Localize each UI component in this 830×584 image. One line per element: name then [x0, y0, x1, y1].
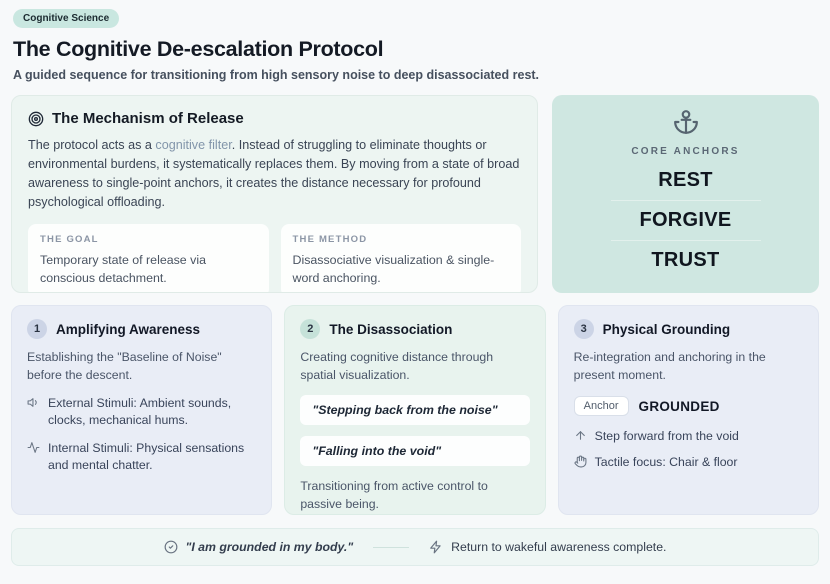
core-anchors-panel: [552, 95, 819, 293]
goal-box-text: Temporary state of release via conscious detachment.: [40, 253, 206, 285]
anchor-word-forgive: FORGIVE: [611, 200, 761, 240]
anchor-chip: Anchor: [574, 396, 629, 416]
quote-box-stepping-back: "Stepping back from the noise": [300, 395, 529, 425]
anchor-word-trust: TRUST: [611, 240, 761, 280]
step-2-title: The Disassociation: [329, 321, 453, 337]
anchor-icon: [673, 109, 699, 135]
hand-icon: [574, 455, 587, 468]
step-2-number-badge: 2: [300, 319, 320, 339]
grounded-label: GROUNDED: [638, 398, 720, 414]
anchor-word-rest: REST: [658, 168, 713, 191]
category-badge: Cognitive Science: [13, 9, 119, 28]
step-3-title: Physical Grounding: [602, 321, 731, 337]
activity-icon: [27, 441, 40, 454]
top-row: [11, 95, 819, 293]
paragraph-text-after: . Instead of struggling to eliminate thoughts or environmental burdens, it systematically replaces them. By moving from a state of broad awareness to single-point anchors, it creates the distance necessary for profound psychological offloading.: [28, 138, 520, 209]
method-box-label: THE METHOD: [292, 234, 368, 245]
tactile-focus-text: Tactile focus: Chair & floor: [594, 455, 738, 469]
step-2-description: Creating cognitive distance through spatial visualization.: [300, 350, 494, 382]
method-box-text: Disassociative visualization & single-word anchoring.: [292, 253, 495, 285]
footer-divider: [373, 547, 409, 548]
step-3-description: Re-integration and anchoring in the present moment.: [573, 350, 766, 382]
paragraph-text-before: The protocol acts as a: [28, 138, 156, 152]
step-1-header: [27, 319, 256, 339]
step-card-physical-grounding: [558, 305, 819, 515]
steps-row: [11, 305, 819, 515]
mechanism-boxes: [28, 224, 521, 293]
step-forward-text: Step forward from the void: [594, 429, 739, 443]
volume-icon: [27, 396, 40, 409]
step-1-description: Establishing the "Baseline of Noise" before the descent.: [27, 350, 222, 382]
status-text: Return to wakeful awareness complete.: [451, 540, 667, 554]
affirmation-text: "I am grounded in my body.": [185, 540, 354, 554]
method-box: [281, 224, 522, 293]
external-stimuli-item: [27, 395, 256, 429]
internal-stimuli-text: Internal Stimuli: Physical sensations and mental chatter.: [48, 441, 245, 472]
goal-box: [28, 224, 269, 293]
step-card-amplifying-awareness: [11, 305, 272, 515]
core-anchors-label: CORE ANCHORS: [631, 145, 740, 157]
step-2-footer-text: Transitioning from active control to passive being.: [300, 479, 488, 511]
tactile-focus-item: [574, 454, 803, 471]
goal-box-label: THE GOAL: [40, 234, 99, 245]
footer-status-bar: [11, 528, 819, 566]
mechanism-header: [28, 110, 521, 127]
mechanism-paragraph: [28, 136, 521, 212]
cognitive-filter-highlight: cognitive filter: [155, 138, 232, 152]
anchor-chip-row: [574, 396, 803, 416]
quote-box-falling-void: "Falling into the void": [300, 436, 529, 466]
step-card-disassociation: [284, 305, 545, 515]
arrow-up-icon: [574, 429, 587, 442]
internal-stimuli-item: [27, 440, 256, 474]
concentric-circles-icon: [28, 111, 44, 127]
check-circle-icon: [164, 540, 178, 554]
mechanism-title: The Mechanism of Release: [52, 110, 244, 127]
grounding-items: [574, 428, 803, 471]
zap-icon: [429, 540, 443, 554]
page-subtitle: A guided sequence for transitioning from high sensory noise to deep disassociated rest.: [13, 68, 540, 82]
external-stimuli-text: External Stimuli: Ambient sounds, clocks, mechanical hums.: [48, 396, 232, 427]
step-1-number-badge: 1: [27, 319, 47, 339]
anchor-words: [611, 161, 761, 280]
mechanism-card: [11, 95, 538, 293]
step-3-number-badge: 3: [574, 319, 594, 339]
step-3-header: [574, 319, 803, 339]
step-1-title: Amplifying Awareness: [56, 321, 201, 337]
step-2-header: [300, 319, 529, 339]
page-title: The Cognitive De-escalation Protocol: [13, 37, 384, 61]
step-forward-item: [574, 428, 803, 445]
